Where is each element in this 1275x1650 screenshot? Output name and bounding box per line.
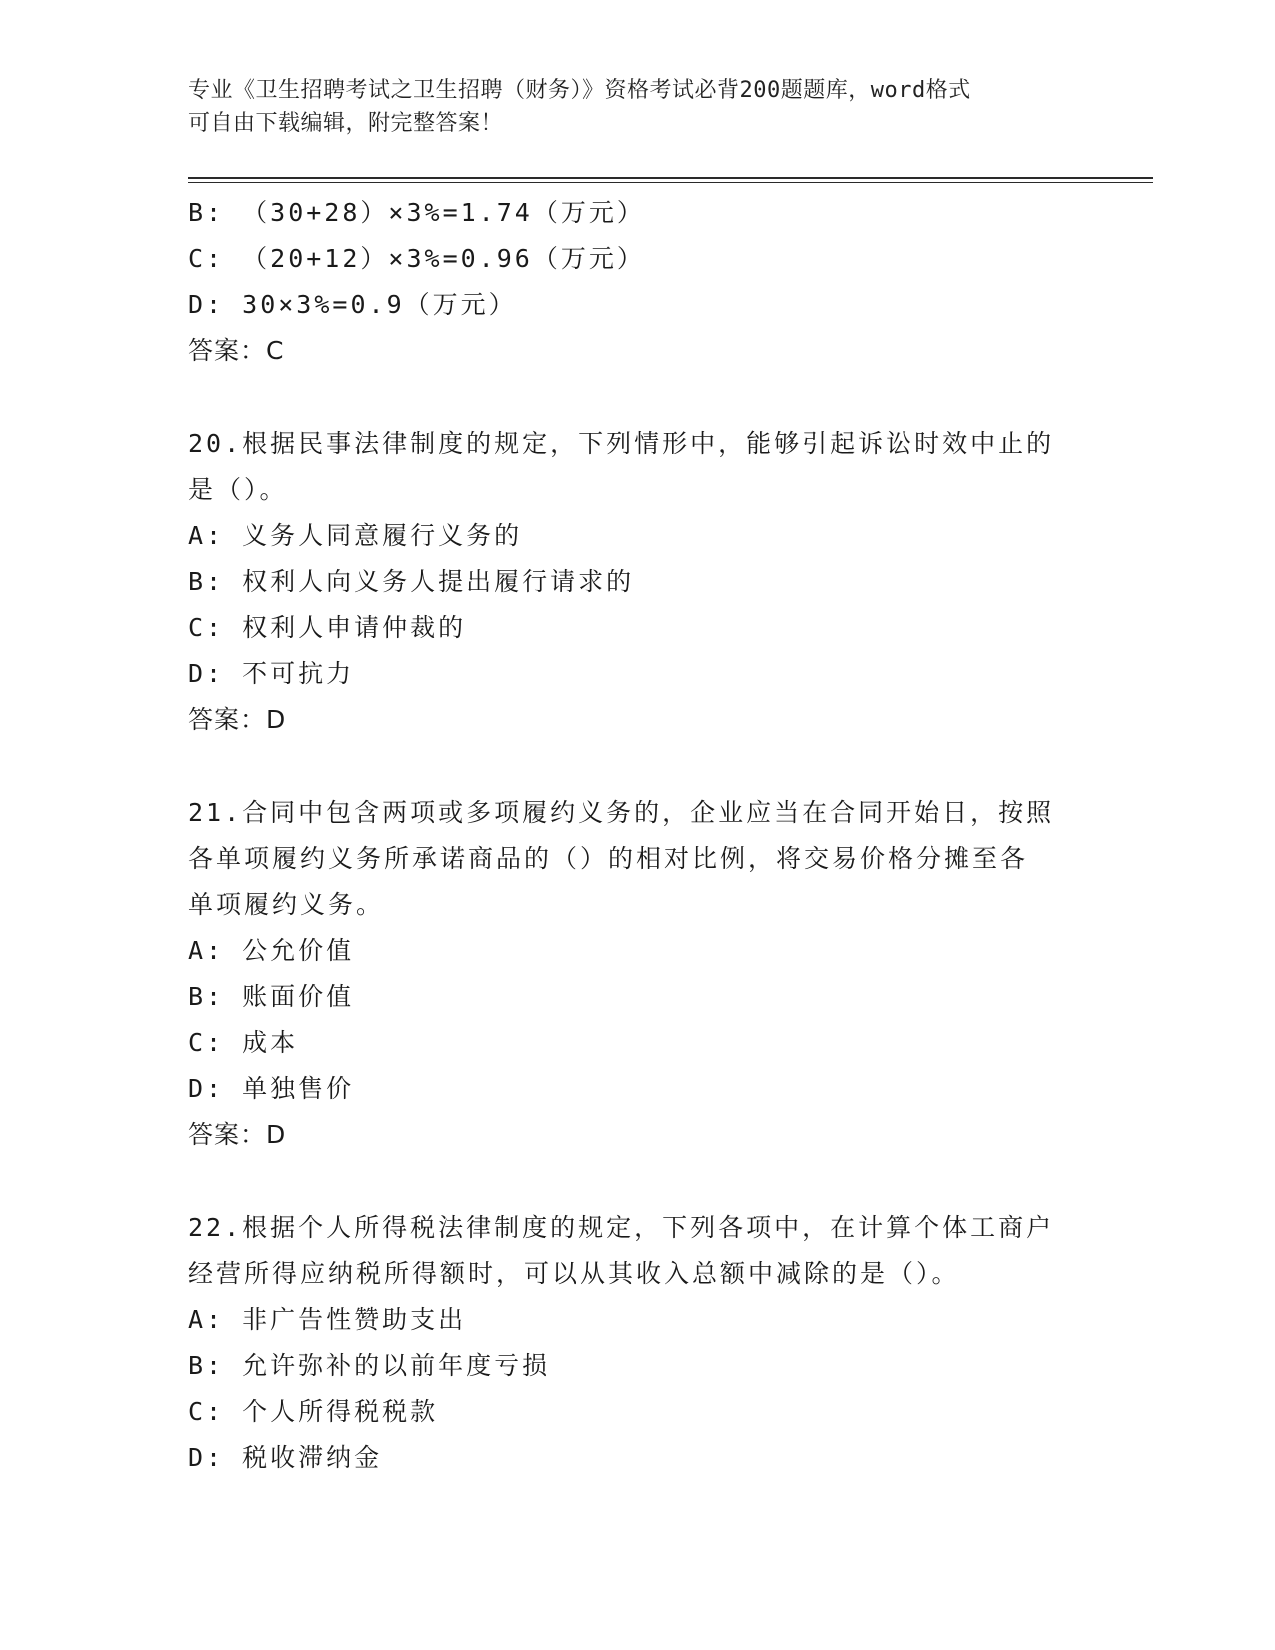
option-b: B: 允许弥补的以前年度亏损 <box>188 1351 551 1380</box>
option-c: C: （20+12）×3%=0.96（万元） <box>188 244 645 273</box>
option-c: C: 权利人申请仲裁的 <box>188 613 467 642</box>
option-a: A: 义务人同意履行义务的 <box>188 521 523 550</box>
answer-line: 答案：C <box>188 336 285 365</box>
option-b: B: 账面价值 <box>188 982 355 1011</box>
question-stem-line: 是（）。 <box>188 475 288 504</box>
question-21 <box>188 790 1088 1158</box>
option-b: B: （30+28）×3%=1.74（万元） <box>188 198 645 227</box>
option-d: D: 单独售价 <box>188 1074 355 1103</box>
question-22 <box>188 1205 1088 1481</box>
question-stem-line: 22.根据个人所得税法律制度的规定，下列各项中，在计算个体工商户 <box>188 1213 1055 1242</box>
question-stem-line: 20.根据民事法律制度的规定，下列情形中，能够引起诉讼时效中止的 <box>188 429 1055 458</box>
question-19-tail <box>188 190 1088 374</box>
document-header <box>188 74 1088 140</box>
answer-line: 答案：D <box>188 705 287 734</box>
question-stem-line: 单项履约义务。 <box>188 890 385 919</box>
answer-line: 答案：D <box>188 1120 287 1149</box>
option-a: A: 公允价值 <box>188 936 355 965</box>
option-d: D: 30×3%=0.9（万元） <box>188 290 517 319</box>
header-line-2: 可自由下载编辑，附完整答案！ <box>188 111 504 136</box>
option-c: C: 个人所得税税款 <box>188 1397 439 1426</box>
header-divider-thin <box>188 182 1153 183</box>
question-stem-line: 各单项履约义务所承诺商品的（）的相对比例，将交易价格分摊至各 <box>188 844 1029 873</box>
option-a: A: 非广告性赞助支出 <box>188 1305 467 1334</box>
option-c: C: 成本 <box>188 1028 299 1057</box>
option-d: D: 税收滞纳金 <box>188 1443 383 1472</box>
header-divider <box>188 177 1153 179</box>
question-stem-line: 经营所得应纳税所得额时，可以从其收入总额中减除的是（）。 <box>188 1259 960 1288</box>
question-list <box>188 190 1088 1481</box>
question-20 <box>188 421 1088 743</box>
option-d: D: 不可抗力 <box>188 659 355 688</box>
question-stem-line: 21.合同中包含两项或多项履约义务的，企业应当在合同开始日，按照 <box>188 798 1055 827</box>
option-b: B: 权利人向义务人提出履行请求的 <box>188 567 635 596</box>
header-line-1: 专业《卫生招聘考试之卫生招聘（财务）》资格考试必背200题题库，word格式 <box>188 78 971 103</box>
